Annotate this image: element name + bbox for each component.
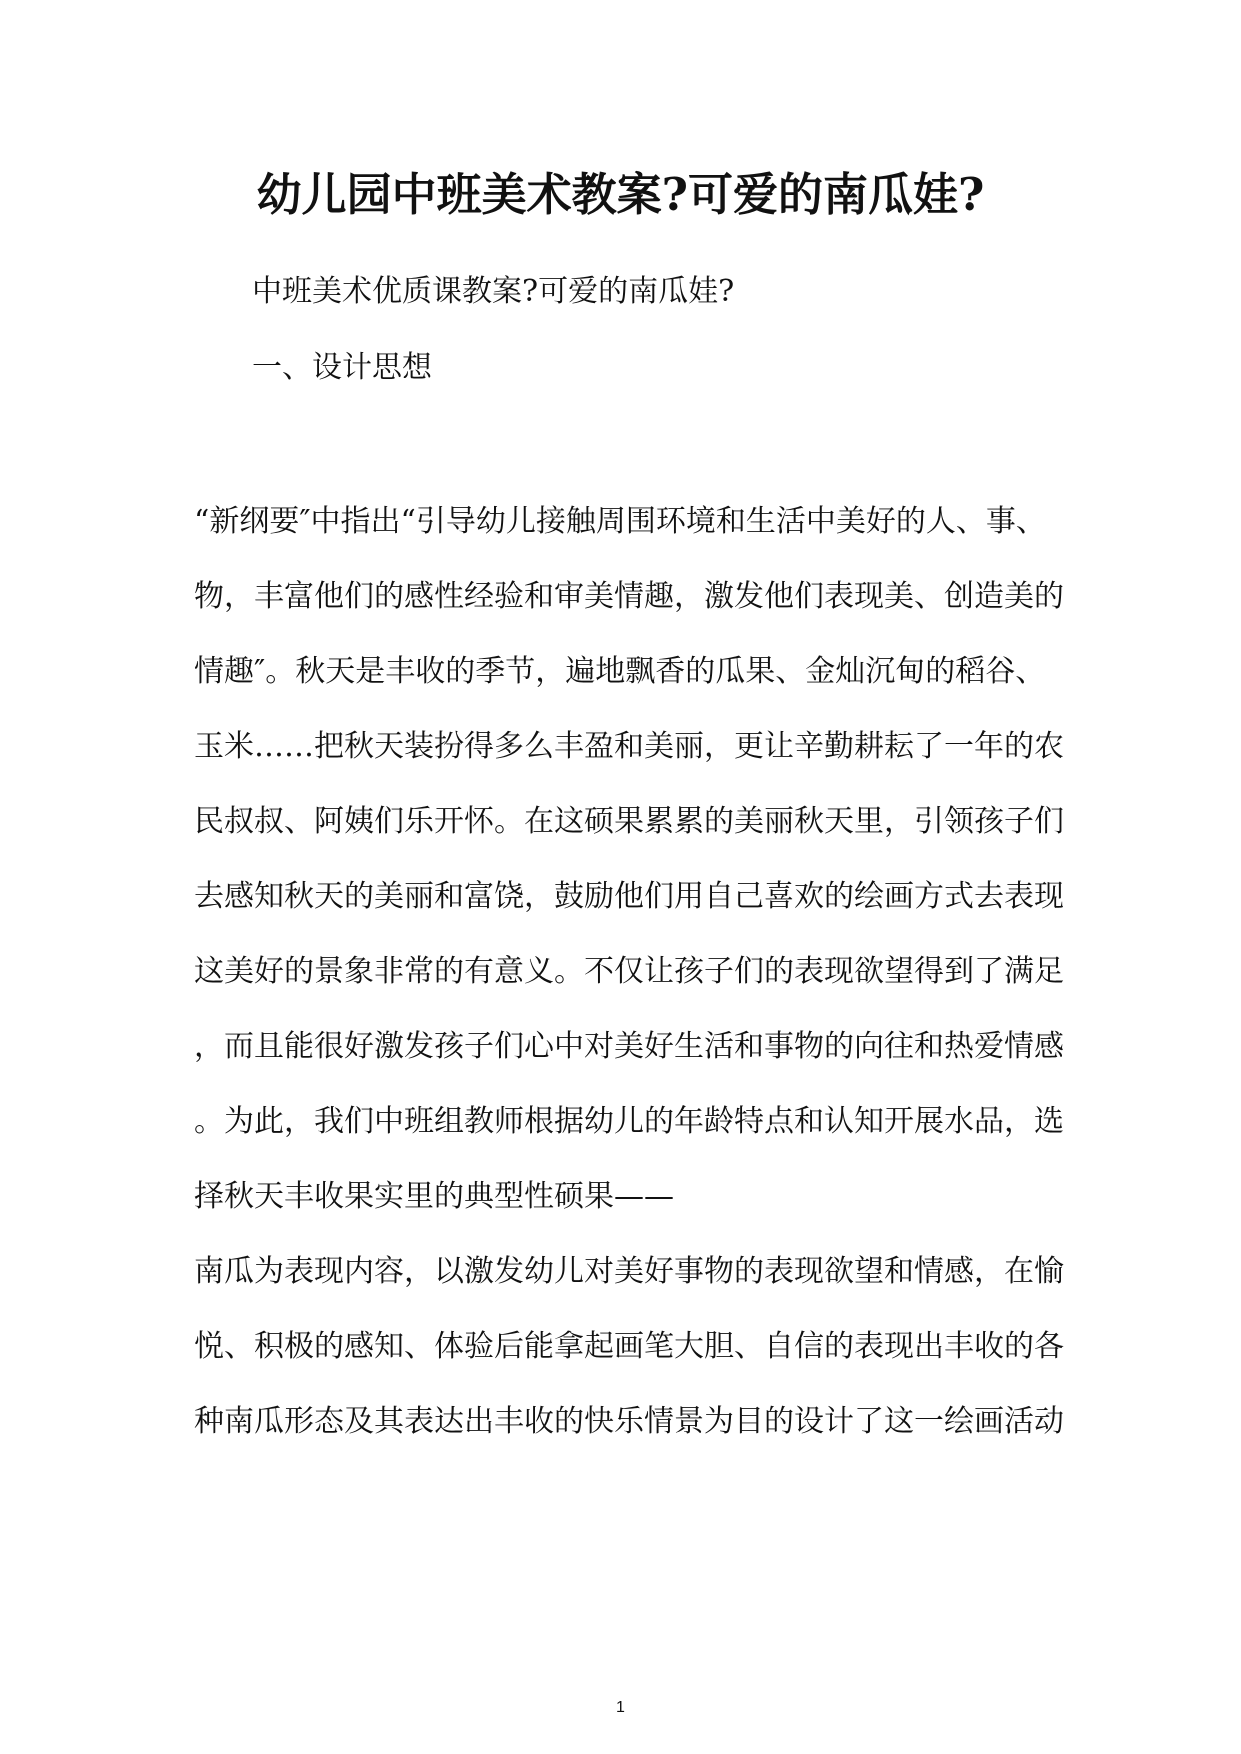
subtitle: 中班美术优质课教案?可爱的南瓜娃?: [252, 274, 735, 309]
page-number: 1: [616, 1699, 625, 1716]
paragraph-line: 这美好的景象非常的有意义。不仅让孩子们的表现欲望得到了满足: [194, 954, 1064, 989]
paragraph-line: 去感知秋天的美丽和富饶，鼓励他们用自己喜欢的绘画方式去表现: [194, 879, 1064, 914]
paragraph-line: ，而且能很好激发孩子们心中对美好生活和事物的向往和热爱情感: [194, 1029, 1064, 1064]
paragraph-line: 悦、积极的感知、体验后能拿起画笔大胆、自信的表现出丰收的各: [194, 1329, 1064, 1364]
paragraph-line: “新纲要″中指出“引导幼儿接触周围环境和生活中美好的人、事、: [194, 504, 1046, 539]
paragraph-line: 情趣″。秋天是丰收的季节，遍地飘香的瓜果、金灿沉甸的稻谷、: [194, 654, 1046, 689]
paragraph-line: 。为此，我们中班组教师根据幼儿的年龄特点和认知开展水品，选: [194, 1104, 1064, 1139]
paragraph-line: 种南瓜形态及其表达出丰收的快乐情景为目的设计了这一绘画活动: [194, 1404, 1064, 1439]
paragraph-line: 物，丰富他们的感性经验和审美情趣，激发他们表现美、创造美的: [194, 579, 1064, 614]
paragraph-line: 玉米……把秋天装扮得多么丰盈和美丽，更让辛勤耕耘了一年的农: [194, 729, 1064, 764]
paragraph-line: 南瓜为表现内容，以激发幼儿对美好事物的表现欲望和情感，在愉: [194, 1254, 1064, 1289]
paragraph-line: 择秋天丰收果实里的典型性硕果——: [194, 1179, 674, 1214]
page-title: 幼儿园中班美术教案?可爱的南瓜娃?: [256, 168, 985, 221]
paragraph-line: 民叔叔、阿姨们乐开怀。在这硕果累累的美丽秋天里，引领孩子们: [194, 804, 1064, 839]
section-heading: 一、设计思想: [252, 350, 432, 385]
